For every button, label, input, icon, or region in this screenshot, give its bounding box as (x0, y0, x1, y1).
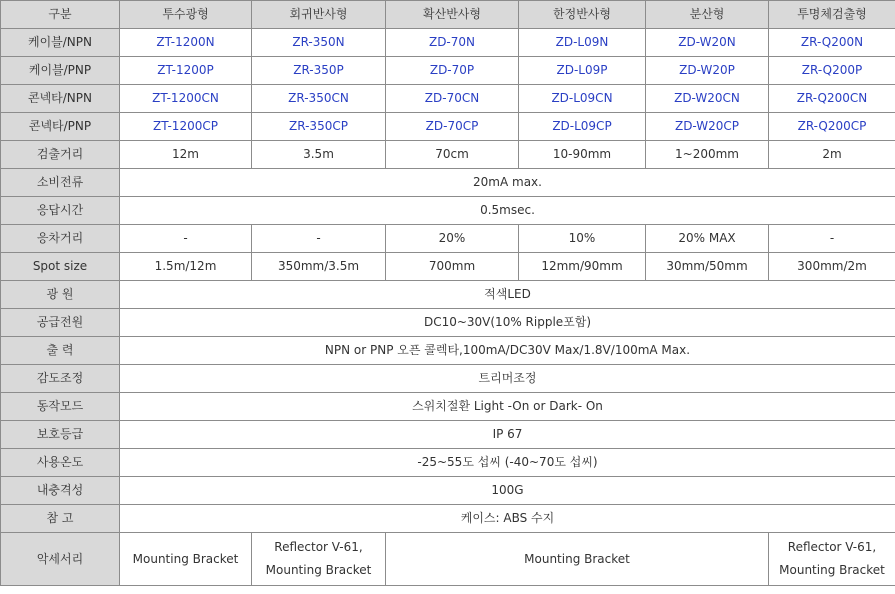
value-cell: 20% (386, 225, 519, 253)
table-row-output (1, 337, 895, 365)
row-label: 보호등급 (1, 421, 120, 449)
model-cell: ZD-W20N (646, 29, 769, 57)
value-cell: - (252, 225, 386, 253)
table-row-distance (1, 141, 895, 169)
table-row (1, 85, 895, 113)
header-row (1, 1, 895, 29)
table-row-shock (1, 477, 895, 505)
value-cell: 12m (120, 141, 252, 169)
model-cell: ZT-1200N (120, 29, 252, 57)
accessory-line: Mounting Bracket (265, 563, 372, 577)
model-cell: ZR-Q200N (769, 29, 895, 57)
model-cell: ZT-1200CN (120, 85, 252, 113)
model-cell: ZD-70CN (386, 85, 519, 113)
row-label: 동작모드 (1, 393, 120, 421)
value-cell: 300mm/2m (769, 253, 895, 281)
model-cell: ZR-350CN (252, 85, 386, 113)
model-cell: ZD-L09N (519, 29, 646, 57)
value-cell: 스위치절환 Light -On or Dark- On (120, 393, 895, 421)
model-cell: ZD-W20CN (646, 85, 769, 113)
value-cell: 100G (120, 477, 895, 505)
model-cell: ZT-1200CP (120, 113, 252, 141)
row-label: 악세서리 (1, 533, 120, 586)
model-cell: ZR-350CP (252, 113, 386, 141)
value-cell: 1.5m/12m (120, 253, 252, 281)
row-label: 케이블/NPN (1, 29, 120, 57)
header-transparent: 투명체검출형 (769, 1, 895, 29)
value-cell (769, 533, 895, 586)
accessory-line: Reflector V-61, (274, 540, 363, 554)
value-cell: 20% MAX (646, 225, 769, 253)
table-row-response (1, 197, 895, 225)
value-cell: DC10~30V(10% Ripple포함) (120, 309, 895, 337)
value-cell: 10% (519, 225, 646, 253)
model-cell: ZD-70P (386, 57, 519, 85)
model-cell: ZR-350P (252, 57, 386, 85)
model-cell: ZR-Q200P (769, 57, 895, 85)
table-row-sensitivity (1, 365, 895, 393)
row-label: Spot size (1, 253, 120, 281)
value-cell: 적색LED (120, 281, 895, 309)
row-label: 케이블/PNP (1, 57, 120, 85)
row-label: 참 고 (1, 505, 120, 533)
table-row-hysteresis (1, 225, 895, 253)
value-cell: 350mm/3.5m (252, 253, 386, 281)
header-limited-reflective: 한정반사형 (519, 1, 646, 29)
row-label: 검출거리 (1, 141, 120, 169)
accessory-line: Reflector V-61, (787, 540, 877, 554)
value-cell: 30mm/50mm (646, 253, 769, 281)
model-cell: ZD-L09CN (519, 85, 646, 113)
model-cell: ZD-L09P (519, 57, 646, 85)
row-label: 콘넥타/PNP (1, 113, 120, 141)
value-cell: 케이스: ABS 수지 (120, 505, 895, 533)
model-cell: ZD-L09CP (519, 113, 646, 141)
row-label: 출 력 (1, 337, 120, 365)
row-label: 광 원 (1, 281, 120, 309)
header-through-beam: 투수광형 (120, 1, 252, 29)
header-category: 구분 (1, 1, 120, 29)
value-cell: 20mA max. (120, 169, 895, 197)
row-label: 사용온도 (1, 449, 120, 477)
header-retro-reflective: 회귀반사형 (252, 1, 386, 29)
model-cell: ZD-W20P (646, 57, 769, 85)
model-cell: ZR-Q200CN (769, 85, 895, 113)
table-row (1, 29, 895, 57)
model-cell: ZT-1200P (120, 57, 252, 85)
row-label: 응차거리 (1, 225, 120, 253)
header-wide-beam: 분산형 (646, 1, 769, 29)
row-label: 내충격성 (1, 477, 120, 505)
table-row (1, 113, 895, 141)
value-cell: -25~55도 섭씨 (-40~70도 섭씨) (120, 449, 895, 477)
table-row-spot-size (1, 253, 895, 281)
table-row-power (1, 309, 895, 337)
row-label: 공급전원 (1, 309, 120, 337)
value-cell: 3.5m (252, 141, 386, 169)
value-cell: 10-90mm (519, 141, 646, 169)
table-row-light-source (1, 281, 895, 309)
value-cell: 70cm (386, 141, 519, 169)
row-label: 소비전류 (1, 169, 120, 197)
value-cell: Mounting Bracket (386, 533, 769, 586)
model-cell: ZD-70N (386, 29, 519, 57)
model-cell: ZR-Q200CP (769, 113, 895, 141)
table-row-protection (1, 421, 895, 449)
table-row-current (1, 169, 895, 197)
value-cell: Mounting Bracket (120, 533, 252, 586)
accessory-line: Mounting Bracket (779, 563, 885, 577)
value-cell: 0.5msec. (120, 197, 895, 225)
header-diffuse: 확산반사형 (386, 1, 519, 29)
table-row-note (1, 505, 895, 533)
value-cell: - (769, 225, 895, 253)
value-cell: 1~200mm (646, 141, 769, 169)
row-label: 감도조정 (1, 365, 120, 393)
row-label: 콘넥타/NPN (1, 85, 120, 113)
row-label: 응답시간 (1, 197, 120, 225)
model-cell: ZR-350N (252, 29, 386, 57)
model-cell: ZD-W20CP (646, 113, 769, 141)
table-row-accessory (1, 533, 895, 586)
value-cell: - (120, 225, 252, 253)
table-row-mode (1, 393, 895, 421)
value-cell: IP 67 (120, 421, 895, 449)
value-cell: 2m (769, 141, 895, 169)
value-cell: 트리머조정 (120, 365, 895, 393)
table-row (1, 57, 895, 85)
value-cell (252, 533, 386, 586)
value-cell: 700mm (386, 253, 519, 281)
model-cell: ZD-70CP (386, 113, 519, 141)
value-cell: NPN or PNP 오픈 콜렉타,100mA/DC30V Max/1.8V/100mA Max. (120, 337, 895, 365)
table-row-temperature (1, 449, 895, 477)
value-cell: 12mm/90mm (519, 253, 646, 281)
